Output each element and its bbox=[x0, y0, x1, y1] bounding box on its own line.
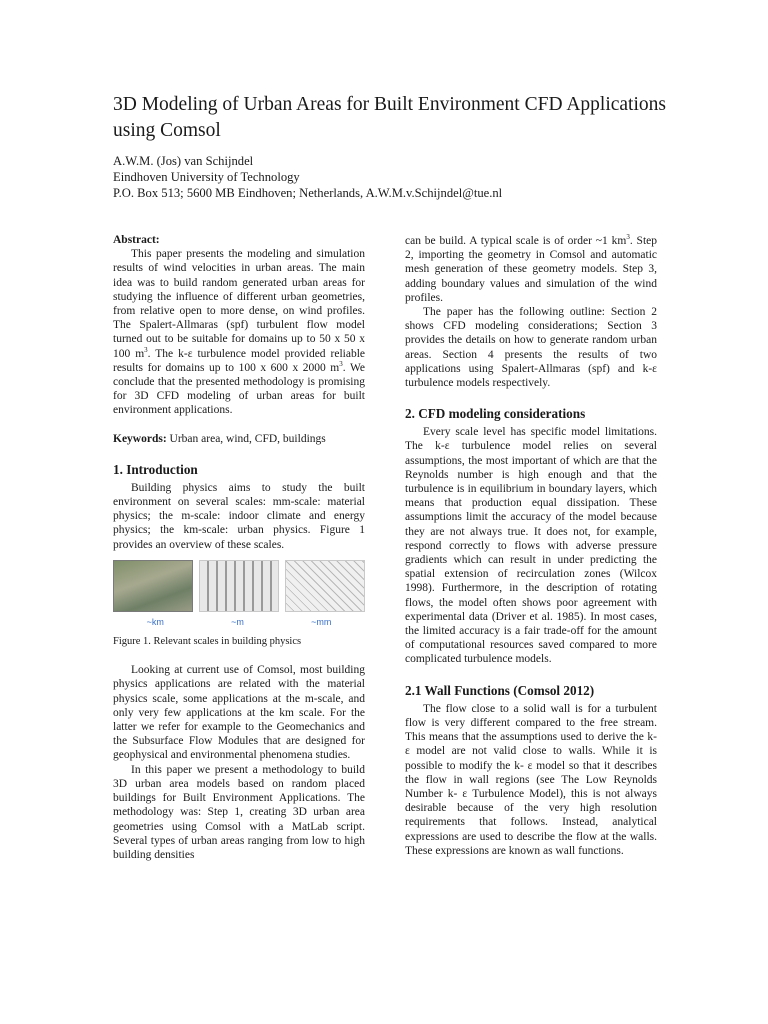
section-2-heading: 2. CFD modeling considerations bbox=[405, 406, 586, 422]
scale-label-km: ~km bbox=[146, 616, 164, 627]
section-2-1-heading: 2.1 Wall Functions (Comsol 2012) bbox=[405, 682, 595, 698]
figure-1 bbox=[113, 560, 365, 612]
keywords: Keywords: Urban area, wind, CFD, buildings bbox=[113, 432, 326, 445]
intro-paragraph-3: In this paper we present a methodology to build 3D urban area models based on random placed buildings for Built Environment Applications. The methodology was: Step 1, creating 3D urban area geometries using Comsol with a MatLab script. Several types of urban areas ranging from low to high building densities bbox=[113, 763, 365, 861]
m-scale-image bbox=[199, 560, 279, 612]
scale-label-mm: ~mm bbox=[311, 616, 332, 627]
section-2-paragraph: Every scale level has specific model limitations. The k-ε turbulence model relies on several assumptions, the most important of which are that the Reynolds number is high enough and that the turbulence is in equilibrium in boundary layers, which means that production equal dissipation. These assumptions limit the accuracy of the model because they are not always true. It does not, for example, respond correctly to flows with adverse pressure gradients which can result in under predicting the spatial extension of recirculation zones (Wilcox 1998). Furthermore, in the description of rotating flows, the model often shows poor agreement with experimental data (Driver et al. 1985). In most cases, the limited accuracy is a fair trade-off for the amount of computational resources saved compared to more complicated turbulence models. bbox=[405, 426, 657, 666]
author-block bbox=[113, 153, 502, 201]
intro-heading: 1. Introduction bbox=[113, 461, 198, 477]
mm-scale-image bbox=[285, 560, 365, 612]
author-affiliation: Eindhoven University of Technology bbox=[113, 170, 300, 184]
figure-caption: Figure 1. Relevant scales in building physics bbox=[113, 636, 302, 648]
author-name: A.W.M. (Jos) van Schijndel bbox=[113, 154, 254, 168]
intro-paragraph-1: Building physics aims to study the built environment on several scales: mm-scale: material physics; the m-scale: indoor climate and energy physics; the km-scale: urban physics. Figure 1 provides an overview of these scales. bbox=[113, 481, 365, 551]
abstract-text: This paper presents the modeling and simulation results of wind velocities in urban areas. The main idea was to build random generated urban areas for studying the influence of different urban geometries, from relative open to more dense, on wind profiles. The Spalert-Allmaras (spf) turbulent flow model turned out to be suitable for domains up to 50 x 50 x 100 $m^3$. The k-ε turbulence model provided reliable results for domains up to 100 x 600 x 2000 $m^3$. We conclude that the presented methodology is promising for 3D CFD modeling of urban areas for built environment applications. bbox=[113, 248, 365, 417]
intro-paragraph-2: Looking at current use of Comsol, most building physics applications are related with the material physics scale, some applications at the m-scale, and only very few applications at the km scale. For the latter we refer for example to the Geomechanics and the Subsurface Flow Modules that are designed for geophysical and environmental phenomena studies. bbox=[113, 664, 365, 762]
right-column bbox=[405, 234, 657, 858]
intro-paragraph-5: The paper has the following outline: Section 2 shows CFD modeling considerations; Section 3 provides the details on how to generate random urban areas. Section 4 presents the results of two applications using Spalert-Allmaras (spf) and k-ε turbulence models respectively. bbox=[405, 306, 657, 390]
scale-label-m: ~m bbox=[231, 616, 244, 627]
author-address: P.O. Box 513; 5600 MB Eindhoven; Netherlands, A.W.M.v.Schijndel@tue.nl bbox=[113, 186, 503, 200]
km-scale-image bbox=[113, 560, 193, 612]
paper-title: 3D Modeling of Urban Areas for Built Environment CFD Applications using Comsol bbox=[113, 94, 666, 141]
intro-paragraph-4: can be build. A typical scale is of order ~1 $km^3$. Step 2, importing the geometry in Comsol and automatic mesh generation of these geometry models. Step 3, adding boundary values and simulation of the wind profiles. bbox=[405, 233, 657, 304]
left-column bbox=[113, 233, 365, 862]
abstract-heading: Abstract: bbox=[113, 234, 160, 246]
section-2-1-paragraph: The flow close to a solid wall is for a turbulent flow is very different compared to the free stream. This means that the assumptions used to derive the k- ε model are not valid close to walls. While it is possible to modify the k- ε model so that it describes the flow in wall regions (see The Low Reynolds Number k- ε Turbulence Model), this is not always desirable because of the very high resolution requirements that follows. Instead, analytical expressions are used to describe the flow at the walls. These expressions are known as wall functions. bbox=[405, 702, 657, 857]
figure-scale-labels bbox=[113, 615, 365, 629]
